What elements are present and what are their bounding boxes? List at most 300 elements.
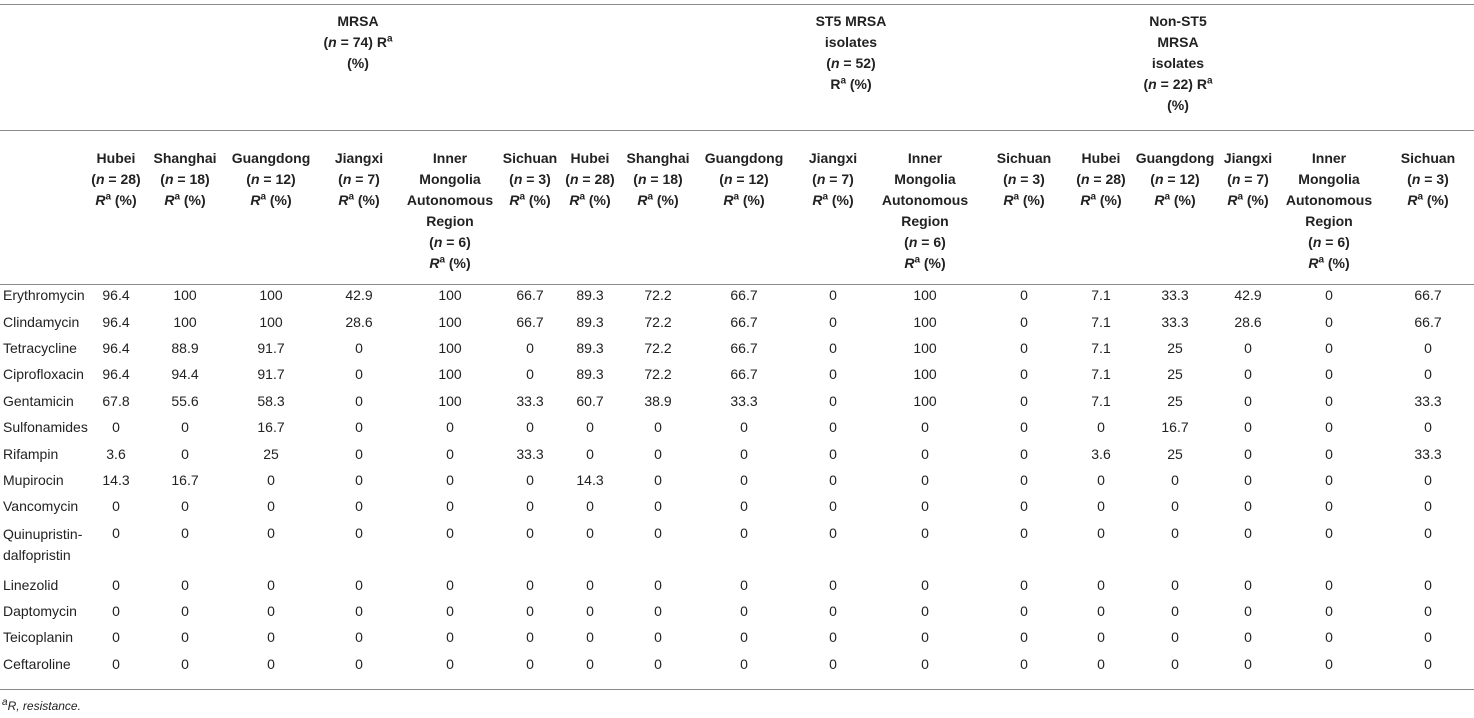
- table-cell: 0: [446, 655, 454, 672]
- table-cell: 0: [1097, 603, 1105, 620]
- table-cell: 94.4: [171, 366, 199, 383]
- table-cell: 0: [654, 445, 662, 462]
- table-cell: 96.4: [102, 366, 130, 383]
- table-cell: 0: [921, 603, 929, 620]
- table-cell: 96.4: [102, 287, 130, 304]
- table-row: [0, 440, 1474, 466]
- table-cell: 91.7: [257, 339, 285, 356]
- table-cell: 0: [267, 629, 275, 646]
- table-cell: 0: [355, 524, 363, 541]
- table-cell: 100: [173, 313, 197, 330]
- table-cell: 0: [1097, 419, 1105, 436]
- table-cell: 0: [526, 419, 534, 436]
- table-cell: 0: [829, 366, 837, 383]
- table-cell: 0: [181, 655, 189, 672]
- region-name: Shanghai: [626, 150, 690, 166]
- table-cell: 42.9: [345, 287, 373, 304]
- column-header: Jiangxi (n = 7) $R^a$ (%): [318, 135, 400, 282]
- antibiotic-name: Mupirocin: [3, 471, 64, 488]
- table-cell: 0: [654, 576, 662, 593]
- table-cell: 16.7: [171, 471, 199, 488]
- table-cell: 0: [654, 471, 662, 488]
- table-cell: 0: [267, 655, 275, 672]
- table-cell: 0: [921, 655, 929, 672]
- table-cell: 33.3: [516, 445, 544, 462]
- table-cell: 0: [654, 629, 662, 646]
- table-cell: 0: [740, 603, 748, 620]
- table-cell: 0: [829, 339, 837, 356]
- table-cell: 0: [1020, 445, 1028, 462]
- table-cell: 0: [112, 524, 120, 541]
- region-name: Jiangxi: [808, 150, 858, 166]
- table-cell: 0: [740, 655, 748, 672]
- table-cell: 0: [181, 603, 189, 620]
- column-header: Jiangxi (n = 7) $R^a$ (%): [792, 135, 874, 282]
- table-cell: 42.9: [1234, 287, 1262, 304]
- table-cell: 0: [1171, 576, 1179, 593]
- region-name: Guangdong: [704, 150, 784, 166]
- table-cell: 0: [654, 419, 662, 436]
- table-row: [0, 624, 1474, 650]
- antibiotic-name: Gentamicin: [3, 392, 74, 409]
- table-cell: 0: [181, 445, 189, 462]
- table-cell: 0: [829, 498, 837, 515]
- table-cell: 0: [1097, 471, 1105, 488]
- table-cell: 0: [1171, 655, 1179, 672]
- table-cell: 0: [654, 655, 662, 672]
- table-cell: 96.4: [102, 313, 130, 330]
- table-cell: 0: [1097, 498, 1105, 515]
- table-cell: 89.3: [576, 287, 604, 304]
- table-cell: 0: [355, 498, 363, 515]
- table-cell: 0: [181, 576, 189, 593]
- antibiotic-name: Vancomycin: [3, 498, 79, 515]
- column-header: Guangdong (n = 12) $R^a$ (%): [1130, 135, 1220, 282]
- table-row: [0, 572, 1474, 598]
- group-header-row: [0, 5, 1474, 135]
- table-cell: 0: [829, 603, 837, 620]
- table-cell: 0: [654, 524, 662, 541]
- table-cell: 0: [829, 313, 837, 330]
- table-cell: 66.7: [516, 313, 544, 330]
- table-cell: 0: [181, 419, 189, 436]
- table-cell: 0: [1020, 471, 1028, 488]
- region-name: Inner Mongolia Autonomous Region: [881, 150, 969, 229]
- table-row: [0, 467, 1474, 493]
- table-cell: 0: [1325, 471, 1333, 488]
- table-cell: 0: [1020, 603, 1028, 620]
- table-cell: 0: [446, 471, 454, 488]
- table-cell: 33.3: [730, 392, 758, 409]
- table-cell: 0: [654, 603, 662, 620]
- group-header-non-st5: Non-ST5 MRSA isolates (n = 22) $R^a$ (%): [1072, 5, 1474, 135]
- table-cell: 0: [586, 576, 594, 593]
- table-cell: 100: [913, 313, 937, 330]
- antibiotic-name: Clindamycin: [3, 313, 80, 330]
- region-name: Sichuan: [1400, 150, 1456, 166]
- table-cell: 0: [526, 498, 534, 515]
- table-cell: 25: [1167, 392, 1183, 409]
- table-cell: 0: [267, 498, 275, 515]
- table-cell: 16.7: [257, 419, 285, 436]
- table-cell: 88.9: [171, 339, 199, 356]
- table-cell: 0: [829, 392, 837, 409]
- group-header-mrsa: MRSA (n = 74) $R^a$ (%): [323, 13, 393, 71]
- table-cell: 33.3: [1414, 392, 1442, 409]
- region-name: Inner Mongolia Autonomous Region: [406, 150, 494, 229]
- antibiotic-name: Daptomycin: [3, 603, 77, 620]
- table-cell: 0: [1244, 419, 1252, 436]
- table-cell: 0: [1244, 576, 1252, 593]
- table-cell: 0: [355, 655, 363, 672]
- table-cell: 0: [1325, 498, 1333, 515]
- table-cell: 0: [740, 445, 748, 462]
- column-header: Shanghai (n = 18) $R^a$ (%): [146, 135, 224, 282]
- region-name: Jiangxi: [334, 150, 384, 166]
- table-cell: 0: [1171, 498, 1179, 515]
- table-cell: 0: [112, 576, 120, 593]
- table-row: [0, 335, 1474, 361]
- table-cell: 0: [1097, 524, 1105, 541]
- table-cell: 0: [1244, 629, 1252, 646]
- table-cell: 0: [586, 445, 594, 462]
- table-cell: 0: [829, 287, 837, 304]
- table-cell: 7.1: [1091, 287, 1111, 304]
- table-cell: 7.1: [1091, 392, 1111, 409]
- table-row: [0, 282, 1474, 308]
- table-cell: 100: [173, 287, 197, 304]
- table-cell: 0: [112, 498, 120, 515]
- table-cell: 100: [438, 339, 462, 356]
- table-cell: 0: [1325, 445, 1333, 462]
- table-cell: 100: [438, 287, 462, 304]
- table-cell: 0: [526, 655, 534, 672]
- column-header: Hubei (n = 28) $R^a$ (%): [560, 135, 620, 282]
- table-cell: 0: [586, 603, 594, 620]
- table-cell: 0: [526, 524, 534, 541]
- table-cell: 0: [355, 339, 363, 356]
- table-cell: 0: [1424, 366, 1432, 383]
- table-cell: 0: [586, 655, 594, 672]
- antibiotic-name: Ciprofloxacin: [3, 366, 84, 383]
- group-name: MRSA: [337, 13, 379, 29]
- table-cell: 0: [1424, 576, 1432, 593]
- table-cell: 0: [1097, 629, 1105, 646]
- table-cell: 0: [355, 419, 363, 436]
- table-cell: 66.7: [730, 366, 758, 383]
- table-cell: 0: [1020, 498, 1028, 515]
- table-cell: 0: [1424, 655, 1432, 672]
- region-name: Hubei: [96, 150, 136, 166]
- antibiotic-name: Quinupristin-dalfopristin: [3, 525, 83, 563]
- table-cell: 25: [263, 445, 279, 462]
- table-cell: 0: [1325, 366, 1333, 383]
- table-cell: 0: [1244, 655, 1252, 672]
- table-cell: 0: [1244, 366, 1252, 383]
- table-cell: 0: [446, 576, 454, 593]
- table-cell: 0: [355, 392, 363, 409]
- table-cell: 38.9: [644, 392, 672, 409]
- table-cell: 28.6: [345, 313, 373, 330]
- table-cell: 72.2: [644, 339, 672, 356]
- table-cell: 89.3: [576, 339, 604, 356]
- table-cell: 0: [1424, 339, 1432, 356]
- table-cell: 0: [1325, 339, 1333, 356]
- table-cell: 0: [446, 498, 454, 515]
- table-cell: 0: [1020, 629, 1028, 646]
- table-cell: 0: [1424, 498, 1432, 515]
- table-cell: 0: [740, 576, 748, 593]
- table-cell: 33.3: [1414, 445, 1442, 462]
- column-header: Inner Mongolia Autonomous Region (n = 6) $R^a$ (%): [881, 150, 969, 271]
- table-cell: 100: [438, 366, 462, 383]
- table-cell: 0: [829, 524, 837, 541]
- table-cell: 0: [1325, 419, 1333, 436]
- column-header: Shanghai (n = 18) $R^a$ (%): [620, 135, 696, 282]
- table-cell: 0: [1325, 576, 1333, 593]
- table-cell: 0: [829, 629, 837, 646]
- table-cell: 0: [1097, 655, 1105, 672]
- table-cell: 0: [829, 445, 837, 462]
- table-cell: 0: [267, 576, 275, 593]
- table-cell: 0: [355, 366, 363, 383]
- table-cell: 14.3: [102, 471, 130, 488]
- table-cell: 0: [181, 524, 189, 541]
- table-cell: 0: [267, 524, 275, 541]
- resistance-table: [0, 5, 1474, 677]
- table-cell: 58.3: [257, 392, 285, 409]
- group-name: ST5 MRSA isolates: [815, 13, 887, 50]
- column-header: Inner Mongolia Autonomous Region (n = 6) $R^a$ (%): [406, 150, 494, 271]
- table-cell: 60.7: [576, 392, 604, 409]
- table-cell: 66.7: [1414, 287, 1442, 304]
- table-cell: 72.2: [644, 313, 672, 330]
- region-name: Shanghai: [153, 150, 217, 166]
- table-cell: 0: [1424, 419, 1432, 436]
- table-cell: 7.1: [1091, 339, 1111, 356]
- table-cell: 0: [1244, 498, 1252, 515]
- table-cell: 96.4: [102, 339, 130, 356]
- table-cell: 0: [1020, 313, 1028, 330]
- table-cell: 0: [740, 629, 748, 646]
- table-cell: 0: [355, 629, 363, 646]
- table-cell: 72.2: [644, 366, 672, 383]
- region-name: Jiangxi: [1223, 150, 1273, 166]
- table-row: [0, 651, 1474, 677]
- table-cell: 0: [526, 576, 534, 593]
- table-cell: 0: [921, 576, 929, 593]
- table-cell: 0: [446, 524, 454, 541]
- table-cell: 28.6: [1234, 313, 1262, 330]
- column-header: Guangdong (n = 12) $R^a$ (%): [224, 135, 318, 282]
- column-header: Sichuan (n = 3) $R^a$ (%): [1382, 135, 1474, 282]
- table-cell: 3.6: [1091, 445, 1111, 462]
- table-cell: 0: [1020, 524, 1028, 541]
- table-cell: 33.3: [1161, 313, 1189, 330]
- table-cell: 0: [1244, 339, 1252, 356]
- table-cell: 55.6: [171, 392, 199, 409]
- table-cell: 0: [112, 603, 120, 620]
- table-cell: 3.6: [106, 445, 126, 462]
- group-name: Non-ST5 MRSA isolates: [1149, 13, 1207, 71]
- table-cell: 0: [526, 366, 534, 383]
- table-cell: 66.7: [730, 287, 758, 304]
- table-cell: 0: [446, 445, 454, 462]
- table-row: [0, 414, 1474, 440]
- table-cell: 0: [586, 629, 594, 646]
- table-cell: 0: [829, 576, 837, 593]
- table-cell: 0: [526, 629, 534, 646]
- table-cell: 0: [181, 629, 189, 646]
- table-row: [0, 388, 1474, 414]
- table-cell: 0: [921, 419, 929, 436]
- table-cell: 0: [446, 629, 454, 646]
- table-cell: 66.7: [730, 313, 758, 330]
- table-cell: 89.3: [576, 366, 604, 383]
- table-cell: 0: [446, 419, 454, 436]
- table-cell: 0: [1325, 629, 1333, 646]
- table-cell: 0: [526, 339, 534, 356]
- column-header: Sichuan (n = 3) $R^a$ (%): [500, 135, 560, 282]
- table-cell: 0: [355, 576, 363, 593]
- table-cell: 0: [921, 445, 929, 462]
- table-cell: 0: [1020, 366, 1028, 383]
- column-header: Guangdong (n = 12) $R^a$ (%): [696, 135, 792, 282]
- table-cell: 0: [1020, 655, 1028, 672]
- antibiotic-name: Linezolid: [3, 576, 59, 593]
- region-name: Sichuan: [996, 150, 1052, 166]
- table-cell: 0: [112, 655, 120, 672]
- table-cell: 25: [1167, 339, 1183, 356]
- table-cell: 0: [654, 498, 662, 515]
- table-cell: 0: [112, 629, 120, 646]
- table-cell: 0: [267, 603, 275, 620]
- table-cell: 0: [355, 603, 363, 620]
- table-cell: 0: [526, 603, 534, 620]
- region-name: Hubei: [570, 150, 610, 166]
- table-row: [0, 493, 1474, 519]
- table-cell: 66.7: [516, 287, 544, 304]
- table-cell: 0: [1244, 471, 1252, 488]
- table-cell: 7.1: [1091, 366, 1111, 383]
- table-cell: 0: [355, 471, 363, 488]
- table-cell: 0: [829, 655, 837, 672]
- table-cell: 0: [1325, 313, 1333, 330]
- column-header: Hubei (n = 28) $R^a$ (%): [1072, 135, 1130, 282]
- antibiotic-name: Ceftaroline: [3, 655, 71, 672]
- antibiotic-name: Teicoplanin: [3, 629, 74, 646]
- table-cell: 0: [1020, 576, 1028, 593]
- table-cell: 0: [1244, 392, 1252, 409]
- region-name: Guangdong: [1135, 150, 1215, 166]
- table-cell: 14.3: [576, 471, 604, 488]
- antibiotic-name: Rifampin: [3, 445, 59, 462]
- table-cell: 0: [921, 524, 929, 541]
- table-cell: 0: [267, 471, 275, 488]
- column-header: Jiangxi (n = 7) $R^a$ (%): [1220, 135, 1276, 282]
- table-cell: 0: [829, 471, 837, 488]
- column-header-row: [0, 135, 1474, 282]
- table-cell: 100: [913, 339, 937, 356]
- table-cell: 0: [1244, 603, 1252, 620]
- table-cell: 0: [921, 629, 929, 646]
- table-cell: 0: [1325, 655, 1333, 672]
- region-name: Inner Mongolia Autonomous Region: [1285, 150, 1373, 229]
- table-cell: 0: [1325, 287, 1333, 304]
- table-cell: 72.2: [644, 287, 672, 304]
- table-cell: 0: [829, 419, 837, 436]
- table-body: [0, 282, 1474, 677]
- table-cell: 100: [913, 366, 937, 383]
- table-cell: 25: [1167, 445, 1183, 462]
- table-cell: 100: [913, 287, 937, 304]
- table-row: [0, 308, 1474, 334]
- table-cell: 0: [740, 419, 748, 436]
- table-cell: 0: [1020, 339, 1028, 356]
- table-cell: 0: [1424, 629, 1432, 646]
- table-cell: 0: [586, 498, 594, 515]
- table-cell: 0: [586, 419, 594, 436]
- table-cell: 0: [740, 524, 748, 541]
- table-cell: 0: [181, 498, 189, 515]
- table-row: [0, 520, 1474, 572]
- table-cell: 33.3: [516, 392, 544, 409]
- table-cell: 0: [1325, 603, 1333, 620]
- table-cell: 66.7: [1414, 313, 1442, 330]
- antibiotic-name: Tetracycline: [3, 339, 77, 356]
- bottom-rule: [0, 689, 1474, 690]
- table-cell: 7.1: [1091, 313, 1111, 330]
- table-cell: 0: [1020, 287, 1028, 304]
- table-row: [0, 598, 1474, 624]
- table-cell: 0: [1244, 524, 1252, 541]
- table-cell: 0: [1325, 524, 1333, 541]
- table-cell: 0: [526, 471, 534, 488]
- antibiotic-name: Sulfonamides: [3, 419, 88, 436]
- table-row: [0, 361, 1474, 387]
- table-cell: 100: [259, 313, 283, 330]
- table-cell: 66.7: [730, 339, 758, 356]
- table-cell: 0: [1424, 603, 1432, 620]
- table-cell: 0: [1020, 419, 1028, 436]
- antibiotic-name: Erythromycin: [3, 287, 85, 304]
- table-cell: 67.8: [102, 392, 130, 409]
- table-cell: 0: [740, 471, 748, 488]
- table-cell: 0: [921, 471, 929, 488]
- table-cell: 100: [438, 392, 462, 409]
- table-cell: 91.7: [257, 366, 285, 383]
- table-cell: 0: [740, 498, 748, 515]
- table-cell: 0: [1325, 392, 1333, 409]
- table-cell: 0: [921, 498, 929, 515]
- region-name: Sichuan: [502, 150, 558, 166]
- table-cell: 0: [355, 445, 363, 462]
- table-cell: 0: [1171, 524, 1179, 541]
- region-name: Hubei: [1081, 150, 1121, 166]
- column-header: Sichuan (n = 3) $R^a$ (%): [976, 135, 1072, 282]
- region-name: Guangdong: [231, 150, 311, 166]
- table-cell: 0: [112, 419, 120, 436]
- table-cell: 25: [1167, 366, 1183, 383]
- table-cell: 0: [1171, 471, 1179, 488]
- footnote: $^a$R, resistance.: [2, 697, 81, 713]
- table-cell: 0: [1097, 576, 1105, 593]
- column-header: Inner Mongolia Autonomous Region (n = 6) $R^a$ (%): [1285, 150, 1373, 271]
- table-cell: 100: [913, 392, 937, 409]
- table-cell: 0: [1020, 392, 1028, 409]
- table-cell: 0: [586, 524, 594, 541]
- table-cell: 16.7: [1161, 419, 1189, 436]
